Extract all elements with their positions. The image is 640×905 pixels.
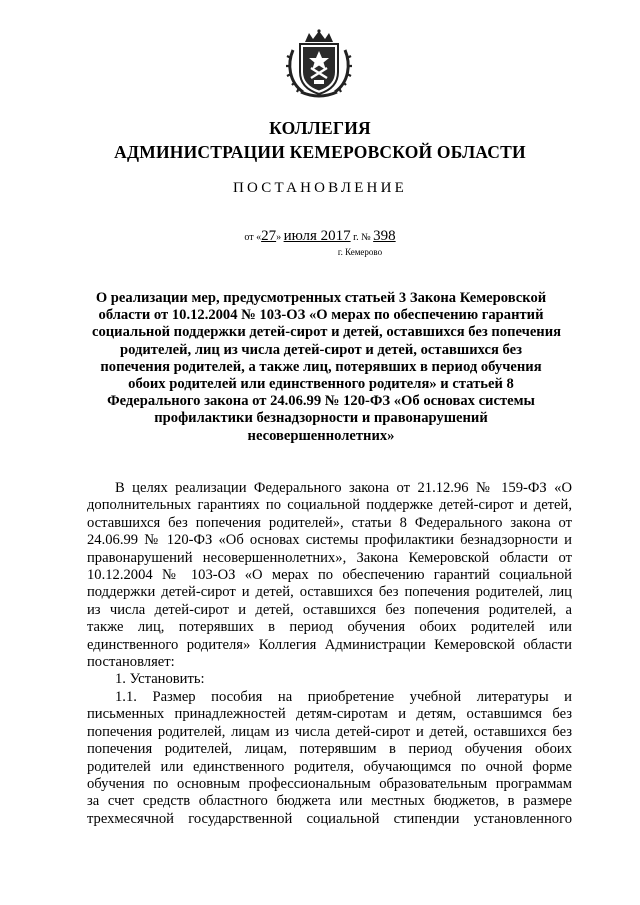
date-number-line	[0, 228, 640, 245]
body-line: из числа детей-сирот и детей, оставшихся без попечения родителей, а	[87, 601, 572, 618]
coat-of-arms-icon	[283, 28, 355, 100]
document-type: ПОСТАНОВЛЕНИЕ	[233, 180, 407, 196]
date-month-year: июля 2017	[283, 228, 351, 244]
organization-name: КОЛЛЕГИЯ	[269, 118, 371, 138]
title-line: социальной поддержки детей-сирот и детей, оставшихся без попечения	[92, 324, 562, 341]
body-line: 10.12.2004 № 103-ОЗ «О мерах по обеспечению гарантий социальной	[87, 567, 572, 584]
city-line	[0, 247, 640, 257]
body-line: дополнительных гарантиях по социальной поддержке детей-сирот и детей,	[87, 497, 572, 514]
city: г. Кемерово	[337, 247, 383, 257]
title-line: профилактики безнадзорности и правонарушений	[154, 410, 488, 427]
body-line: письменных принадлежностей детям-сиротам и детям, оставшимся без	[87, 706, 572, 723]
document-title	[92, 290, 562, 445]
body-line: 24.06.99 № 120-ФЗ «Об основах системы профилактики безнадзорности и	[87, 532, 572, 549]
body-line: обучения по основным профессиональным образовательным программам	[87, 775, 572, 792]
body-line: трехмесячной государственной социальной стипендии установленного	[87, 810, 572, 827]
year-suffix: г.	[353, 232, 359, 243]
organization-name-line2: АДМИНИСТРАЦИИ КЕМЕРОВСКОЙ ОБЛАСТИ	[114, 142, 526, 162]
title-line: несовершеннолетних»	[247, 427, 395, 444]
date-separator: »	[276, 232, 282, 243]
number-prefix: №	[361, 232, 371, 243]
title-line: области от 10.12.2004 № 103-ОЗ «О мерах по обеспечению гарантий	[98, 307, 544, 324]
body-line: попечения родителей, лицам, потерявшим в период обучения обоих	[87, 741, 572, 758]
body-line: 1. Установить:	[115, 671, 205, 688]
title-line: О реализации мер, предусмотренных статьей 3 Закона Кемеровской	[95, 290, 547, 306]
document-number: 398	[373, 228, 396, 244]
body-line: также лиц, потерявших в период обучения обоих родителей или	[87, 619, 572, 636]
body-line: правонарушений несовершеннолетних», Закона Кемеровской области от	[87, 549, 572, 566]
title-line: обоих родителей или единственного родителя» и статьей 8	[128, 376, 514, 393]
body-line: поддержки детей-сирот и детей, оставшихся без попечения родителей, лиц	[87, 584, 572, 601]
body-line: В целях реализации Федерального закона от 21.12.96 № 159-ФЗ «О	[115, 480, 572, 496]
body-line: постановляет:	[87, 654, 175, 671]
body-line: за счет средств областного бюджета или местных бюджетов, в размере	[87, 793, 572, 810]
body-line: родителей или единственного родителя, обучающимся по очной форме	[87, 758, 572, 775]
body-line: попечения родителей, лицам из числа детей-сирот и детей, оставшихся без	[87, 723, 572, 740]
body-line: оставшихся без попечения родителей», статьи 8 Федерального закона от	[87, 514, 572, 531]
body-line: единственного родителя» Коллегия Администрации Кемеровской области	[87, 636, 572, 653]
title-line: попечения родителей, а также лиц, потерявших в период обучения	[100, 358, 542, 375]
date-day: 27	[261, 228, 277, 244]
title-line: Федерального закона от 24.06.99 № 120-ФЗ «Об основах системы	[107, 393, 535, 410]
document-body	[87, 480, 572, 828]
title-line: родителей, лиц из числа детей-сирот и детей, оставшихся без	[120, 341, 522, 358]
body-line: 1.1. Размер пособия на приобретение учебной литературы и	[115, 688, 572, 705]
date-prefix: от «	[244, 232, 262, 243]
